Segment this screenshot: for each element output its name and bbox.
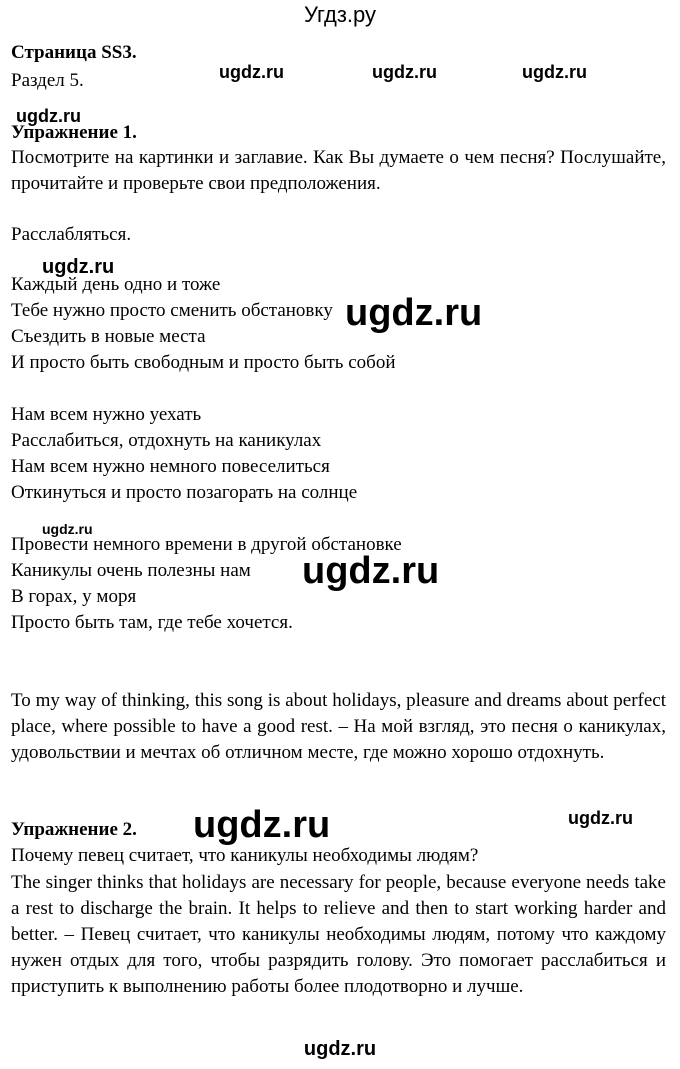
lyric-line: Провести немного времени в другой обстановке	[11, 534, 402, 555]
watermark: ugdz.ru	[219, 62, 284, 82]
watermark: ugdz.ru	[568, 808, 633, 828]
exercise2-heading: Упражнение 2.	[11, 819, 137, 840]
lyric-line: Съездить в новые места	[11, 326, 206, 347]
watermark: ugdz.ru	[42, 521, 93, 537]
exercise2-question: Почему певец считает, что каникулы необходимы людям?	[11, 845, 479, 866]
lyric-line: Нам всем нужно уехать	[11, 404, 202, 425]
song-title: Расслабляться.	[11, 224, 132, 245]
watermark: ugdz.ru	[16, 106, 81, 126]
section-label: Раздел 5.	[11, 70, 84, 91]
lyric-line: Нам всем нужно немного повеселиться	[11, 456, 330, 477]
lyric-line: Тебе нужно просто сменить обстановку	[11, 300, 333, 321]
watermark: ugdz.ru	[345, 292, 483, 334]
lyric-line: Откинуться и просто позагорать на солнце	[11, 482, 358, 503]
exercise1-answer: To my way of thinking, this song is about holidays, pleasure and dreams about perfect place, where possible to have a good rest. – На мой взгляд, это песня о каникулах, удовольствии и мечтах об отличном месте, где можно хорошо отдохнуть.	[11, 690, 666, 763]
exercise1-task: Посмотрите на картинки и заглавие. Как Вы думаете о чем песня? Послушайте, прочитайте и проверьте свои предположения.	[11, 147, 666, 194]
site-title: Угдз.ру	[303, 2, 377, 27]
footer-watermark: ugdz.ru	[303, 1038, 377, 1060]
lyric-line: Просто быть там, где тебе хочется.	[11, 612, 293, 633]
lyric-line: Каникулы очень полезны нам	[11, 560, 251, 581]
page-heading: Страница SS3.	[11, 42, 137, 63]
lyric-line: И просто быть свободным и просто быть собой	[11, 352, 396, 373]
lyric-line: Расслабиться, отдохнуть на каникулах	[11, 430, 322, 451]
watermark: ugdz.ru	[372, 62, 437, 82]
watermark: ugdz.ru	[42, 256, 115, 278]
watermark: ugdz.ru	[193, 804, 331, 846]
exercise1-heading: Упражнение 1.	[11, 122, 137, 143]
lyric-line: Каждый день одно и тоже	[11, 274, 221, 295]
lyric-line: В горах, у моря	[11, 586, 137, 607]
exercise2-answer: The singer thinks that holidays are necessary for people, because everyone needs take a rest to discharge the brain. It helps to relieve and then to start working harder and better. – Певец считает, что каникулы необходимы людям, потому что каждому нужен отдых для того, чтобы разрядить голову. Это помогает расслабиться и приступить к выполнению работы более плодотворно и лучше.	[11, 872, 666, 997]
watermark: ugdz.ru	[302, 550, 440, 592]
watermark: ugdz.ru	[522, 62, 587, 82]
